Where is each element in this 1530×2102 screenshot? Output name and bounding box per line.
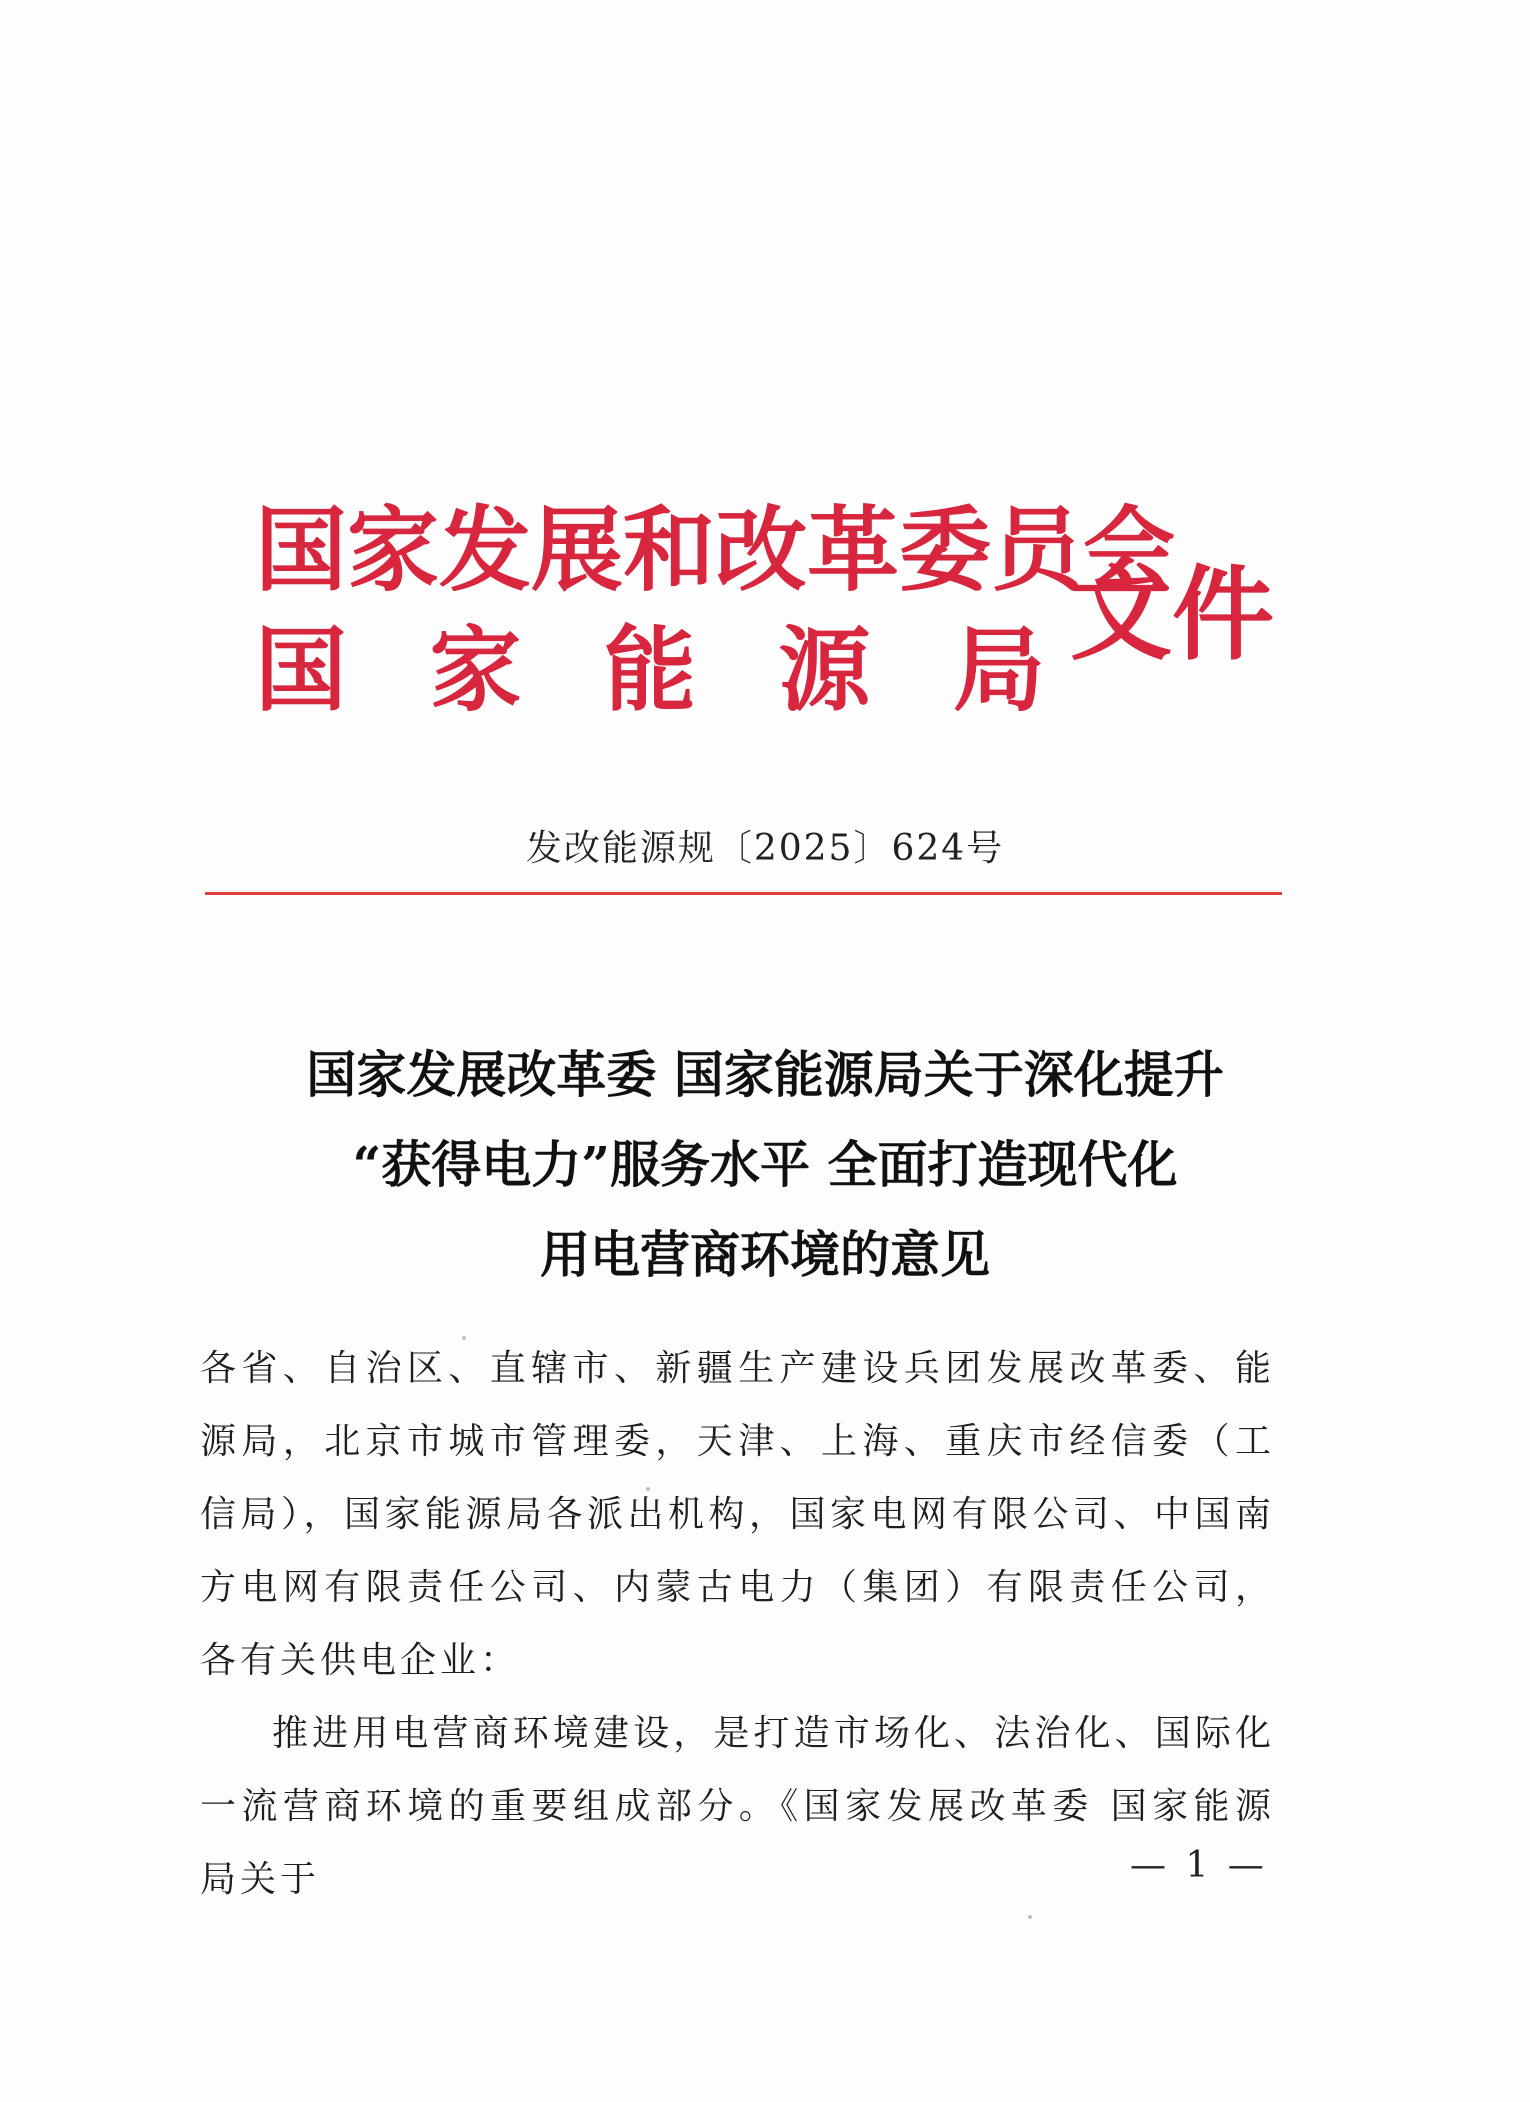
scan-speck <box>646 1487 650 1491</box>
scan-speck <box>462 1336 466 1340</box>
title-line-1: 国家发展改革委 国家能源局关于深化提升 <box>306 1045 1224 1104</box>
document-number: 发改能源规〔2025〕624号 <box>525 828 1005 869</box>
issuer-nea-char: 国 <box>255 616 348 724</box>
issuer-nea-char: 源 <box>778 616 871 724</box>
document-title <box>0 1030 1530 1300</box>
title-line-2: “获得电力”服务水平 全面打造现代化 <box>352 1135 1178 1194</box>
header-red-rule <box>205 892 1282 895</box>
body-paragraph: 推进用电营商环境建设，是打造市场化、法治化、国际化一流营商环境的重要组成部分。《国家发展改革委 国家能源局关于 <box>200 1713 1275 1900</box>
document-body <box>200 1332 1275 1916</box>
recipients-paragraph: 各省、自治区、直辖市、新疆生产建设兵团发展改革委、能源局，北京市城市管理委，天津、上海、重庆市经信委（工信局），国家能源局各派出机构，国家电网有限公司、中国南方电网有限责任公司、内蒙古电力（集团）有限责任公司，各有关供电企业： <box>200 1348 1275 1681</box>
issuer-nea-char: 家 <box>429 616 522 724</box>
page-number: — 1 — <box>1130 1845 1268 1886</box>
issuer-nea-char: 能 <box>603 616 696 724</box>
document-type-label: 文件 <box>1070 555 1274 675</box>
issuer-nea <box>255 616 1045 724</box>
issuer-nea-char: 局 <box>952 616 1045 724</box>
title-line-3: 用电营商环境的意见 <box>540 1225 990 1284</box>
scan-speck <box>1028 1915 1032 1919</box>
issuer-ndrc: 国家发展和改革委员会 <box>255 496 1176 604</box>
issuing-authority-header <box>255 496 1274 730</box>
